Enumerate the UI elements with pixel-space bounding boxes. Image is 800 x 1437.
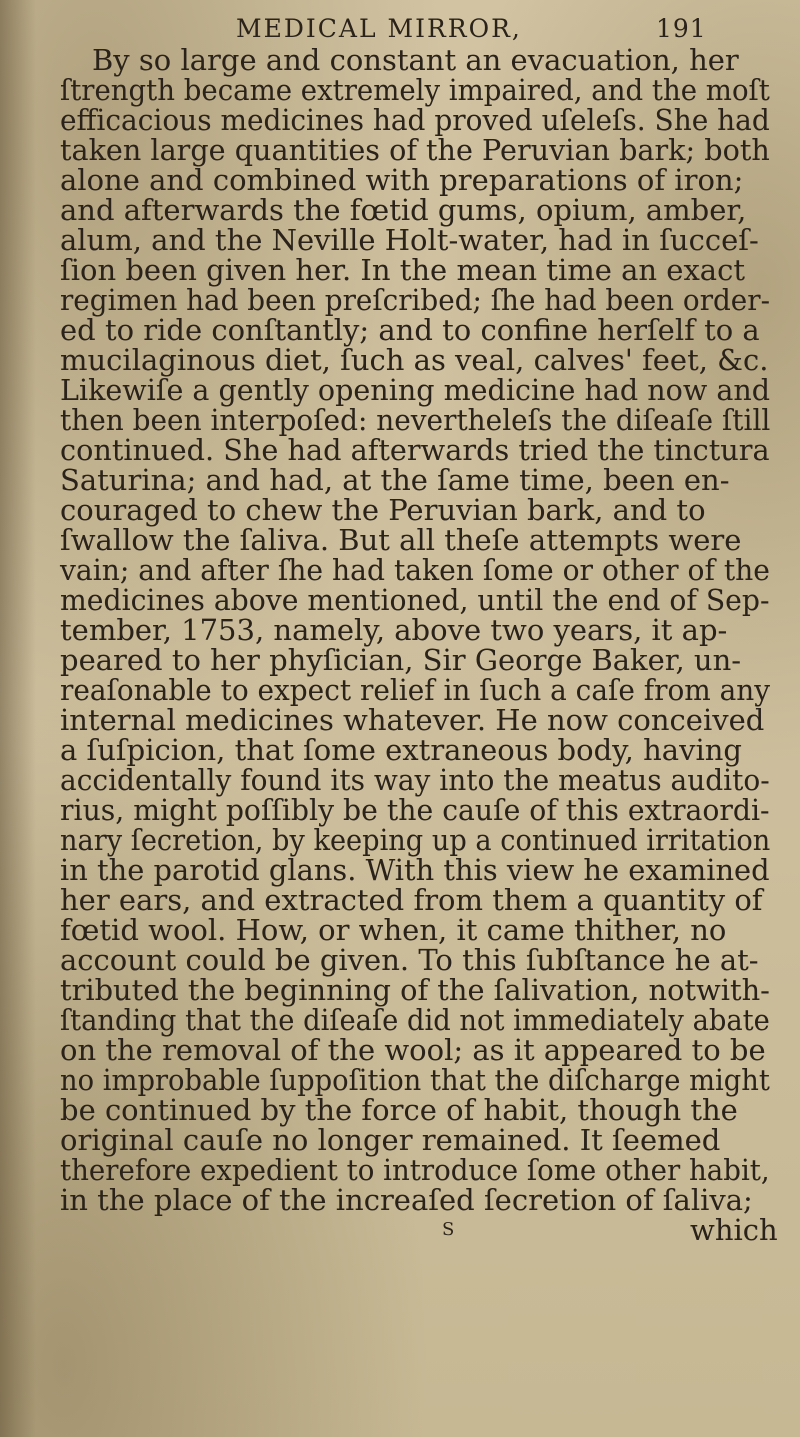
text-line: ſtrength became extremely impaired, and the moſt xyxy=(60,73,770,107)
text-line: ſion been given her. In the mean time an exact xyxy=(60,253,745,287)
signature-mark: S xyxy=(442,1219,455,1240)
text-line: be continued by the force of habit, though the xyxy=(60,1093,738,1127)
text-line: and afterwards the fœtid gums, opium, amber, xyxy=(60,193,747,227)
text-line: no improbable ſuppoſition that the diſcharge might xyxy=(60,1063,770,1097)
text-line: efficacious medicines had proved uſeleſs. She had xyxy=(60,103,770,137)
text-line: nary ſecretion, by keeping up a continued irritation xyxy=(60,823,771,857)
text-line: account could be given. To this ſubſtance he at- xyxy=(60,943,759,977)
text-line: taken large quantities of the Peruvian bark; both xyxy=(60,133,770,167)
text-line: ed to ride conſtantly; and to confine herſelf to a xyxy=(60,313,760,347)
catchword: which xyxy=(690,1213,778,1247)
text-line: a ſuſpicion, that ſome extraneous body, having xyxy=(60,733,742,767)
text-line: By so large and constant an evacuation, her xyxy=(92,43,739,77)
text-line: accidentally found its way into the meatus audito- xyxy=(60,763,770,797)
text-line: rius, might poſſibly be the cauſe of this extraordi- xyxy=(60,793,770,827)
text-line: fœtid wool. How, or when, it came thither, no xyxy=(60,913,727,947)
text-line: alone and combined with preparations of iron; xyxy=(60,163,744,197)
text-line: couraged to chew the Peruvian bark, and to xyxy=(60,493,706,527)
text-line: in the place of the increaſed ſecretion of ſaliva; xyxy=(60,1183,753,1217)
text-line: internal medicines whatever. He now conceived xyxy=(60,703,765,737)
text-line: therefore expedient to introduce ſome other habit, xyxy=(60,1153,770,1187)
text-line: vain; and after ſhe had taken ſome or other of the xyxy=(60,553,770,587)
text-line: ſwallow the ſaliva. But all theſe attempts were xyxy=(60,523,742,557)
text-line: Saturina; and had, at the ſame time, been en- xyxy=(60,463,730,497)
text-line: continued. She had afterwards tried the tinctura xyxy=(60,433,770,467)
running-head-title: MEDICAL MIRROR, xyxy=(236,14,522,43)
page-number: 191 xyxy=(656,14,707,43)
text-line: regimen had been preſcribed; ſhe had been order- xyxy=(60,283,770,317)
text-line: reaſonable to expect relief in ſuch a caſe from any xyxy=(60,673,771,707)
text-line: medicines above mentioned, until the end of Sep- xyxy=(60,583,770,617)
text-line: peared to her phyſician, Sir George Baker, un- xyxy=(60,643,742,677)
text-line: mucilaginous diet, ſuch as veal, calves' feet, &c. xyxy=(60,343,769,377)
text-line: then been interpoſed: nevertheleſs the diſeaſe ſtill xyxy=(60,403,771,437)
text-line: alum, and the Neville Holt-water, had in ſucceſ- xyxy=(60,223,759,257)
page-gutter-shadow xyxy=(0,0,36,1437)
text-line: ſtanding that the diſeaſe did not immediately abate xyxy=(60,1003,770,1037)
text-line: original cauſe no longer remained. It ſeemed xyxy=(60,1123,721,1157)
text-line: on the removal of the wool; as it appeared to be xyxy=(60,1033,766,1067)
text-line: tember, 1753, namely, above two years, it ap- xyxy=(60,613,728,647)
running-head xyxy=(236,14,756,42)
text-line: tributed the beginning of the ſalivation, notwith- xyxy=(60,973,770,1007)
text-line: in the parotid glans. With this view he examined xyxy=(60,853,770,887)
text-line: Likewiſe a gently opening medicine had now and xyxy=(60,373,771,407)
text-line: her ears, and extracted from them a quantity of xyxy=(60,883,763,917)
